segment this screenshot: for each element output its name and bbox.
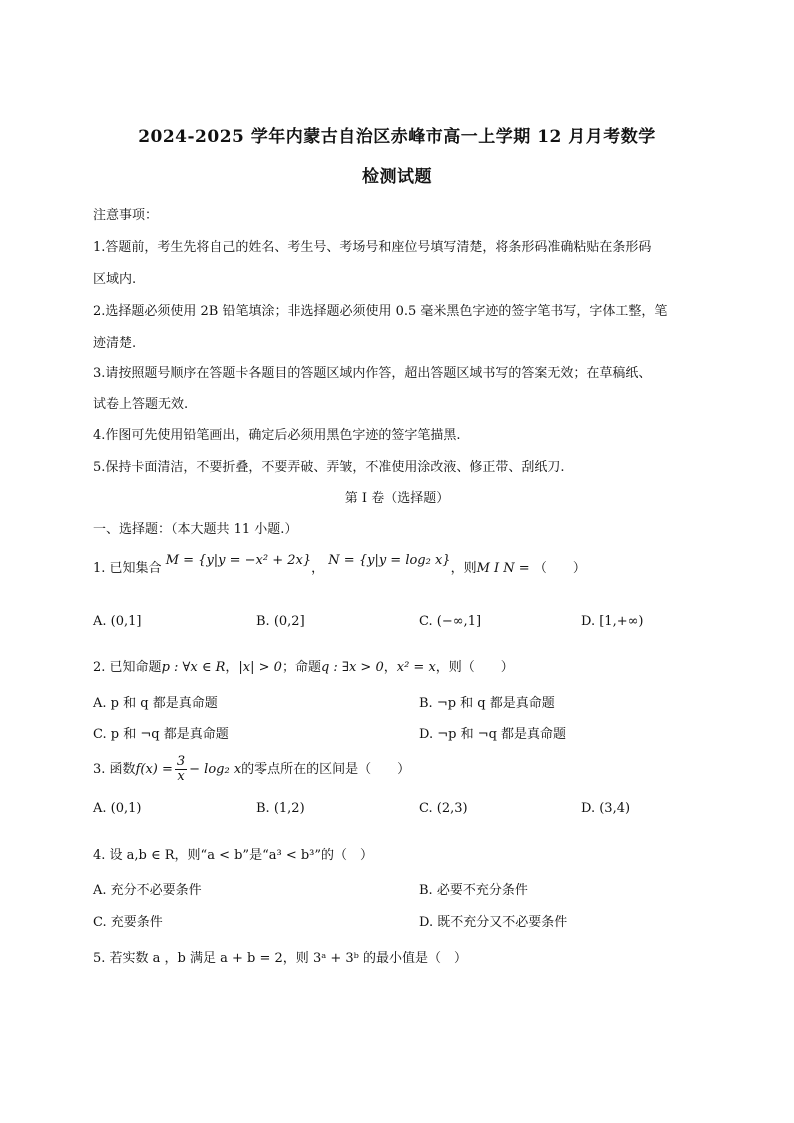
q1-then: ，则: [450, 561, 477, 576]
q5-number: 5.: [93, 951, 106, 966]
q4-option-c[interactable]: [93, 911, 163, 930]
question-4: [93, 844, 373, 863]
q3-option-a-letter: A.: [93, 801, 107, 816]
q3-fraction-denominator: x: [177, 769, 185, 784]
q2-option-b[interactable]: [419, 692, 555, 711]
q3-tail: 的零点所在的区间是（ ）: [241, 762, 411, 777]
q3-option-a-value: (0,1): [110, 801, 142, 816]
q4-option-d[interactable]: [419, 911, 567, 930]
q3-option-c-letter: C.: [419, 801, 433, 816]
q4-option-d-letter: D.: [419, 915, 434, 930]
q1-paren: （ ）: [533, 561, 586, 576]
volume-heading: 第 I 卷（选择题）: [344, 491, 450, 506]
q2-sep2: ，: [383, 660, 397, 675]
q1-option-d-value: [1,+∞): [599, 614, 644, 629]
q2-option-c[interactable]: [93, 723, 229, 742]
q1-option-d-letter: D.: [581, 614, 596, 629]
q4-option-b-letter: B.: [419, 883, 433, 898]
q2-option-a[interactable]: [93, 692, 218, 711]
q1-option-d[interactable]: [581, 614, 644, 629]
q3-option-d-value: (3,4): [599, 801, 631, 816]
note-5: 5.保持卡面清洁，不要折叠，不要弄破、弄皱，不准使用涂改液、修正带、刮纸刀.: [93, 460, 565, 475]
note-2a: 2.选择题必须使用 2B 铅笔填涂；非选择题必须使用 0.5 毫米黑色字迹的签字笔书写，字体工整，笔: [93, 304, 668, 319]
q4-option-b-text: 必要不充分条件: [436, 883, 528, 898]
note-3b: 试卷上答题无效.: [93, 397, 189, 412]
question-5: [93, 947, 467, 966]
q4-option-c-letter: C.: [93, 915, 107, 930]
q2-proposition-p: p : ∀x ∈ R: [161, 660, 226, 675]
q3-option-b-letter: B.: [256, 801, 270, 816]
q1-number: 1.: [93, 561, 106, 576]
q2-lead: 已知命题: [109, 660, 162, 675]
q2-option-a-text: p 和 q 都是真命题: [110, 696, 218, 711]
q2-option-c-letter: C.: [93, 727, 107, 742]
q4-option-a-text: 充分不必要条件: [110, 883, 202, 898]
q2-option-b-letter: B.: [419, 696, 433, 711]
question-1: [93, 553, 586, 576]
q4-number: 4.: [93, 848, 106, 863]
q3-number: 3.: [93, 762, 106, 777]
q2-sep1: ，: [225, 660, 239, 675]
notes-heading: 注意事项：: [93, 208, 159, 223]
q2-option-c-text: p 和 ¬q 都是真命题: [110, 727, 229, 742]
q1-lead: 已知集合: [109, 561, 162, 576]
note-1b: 区域内.: [93, 272, 137, 287]
q3-option-d[interactable]: [581, 801, 630, 816]
q1-option-b[interactable]: [256, 614, 305, 629]
q2-tail: ，则（ ）: [435, 660, 514, 675]
q2-proposition-q: q : ∃x > 0: [320, 660, 384, 675]
q1-option-a-value: (0,1]: [110, 614, 142, 629]
q1-option-c-letter: C.: [419, 614, 433, 629]
q1-option-b-value: (0,2]: [273, 614, 305, 629]
q1-option-c-value: (−∞,1]: [436, 614, 482, 629]
q1-option-a-letter: A.: [93, 614, 107, 629]
q2-mid: ；命题: [281, 660, 321, 675]
q5-text: 若实数 a ，b 满足 a + b = 2，则 3ᵃ + 3ᵇ 的最小值是（ ）: [109, 951, 467, 966]
note-3a: 3.请按照题号顺序在答题卡各题目的答题区域内作答，超出答题区域书写的答案无效；在草稿纸、: [93, 366, 652, 381]
q3-option-d-letter: D.: [581, 801, 596, 816]
exam-title-line1: 2024-2025 学年内蒙古自治区赤峰市高一上学期 12 月月考数学: [138, 127, 656, 147]
q3-function: f(x) =: [135, 762, 173, 777]
q3-lead: 函数: [109, 762, 136, 777]
q4-text: 设 a,b ∈ R，则“a < b”是“a³ < b³”的（ ）: [109, 848, 374, 863]
q4-option-a-letter: A.: [93, 883, 107, 898]
part-heading: 一、选择题：（本大题共 11 小题.）: [93, 522, 298, 537]
q2-option-a-letter: A.: [93, 696, 107, 711]
q2-option-d-text: ¬p 和 ¬q 都是真命题: [437, 727, 567, 742]
q4-option-c-text: 充要条件: [110, 915, 163, 930]
q4-option-b[interactable]: [419, 879, 528, 898]
question-2: [93, 656, 514, 675]
q1-option-b-letter: B.: [256, 614, 270, 629]
q2-option-b-text: ¬p 和 q 都是真命题: [436, 696, 555, 711]
q2-option-d-letter: D.: [419, 727, 434, 742]
q1-set-M: M = {y|y = −x² + 2x}: [165, 553, 312, 568]
question-3: [93, 752, 410, 788]
q2-option-d[interactable]: [419, 723, 566, 742]
q1-sep: ，: [311, 561, 325, 576]
q2-abs: |x| > 0: [238, 660, 282, 675]
q4-option-a[interactable]: [93, 879, 202, 898]
q1-set-N: N = {y|y = log₂ x}: [328, 553, 451, 568]
q1-option-a[interactable]: [93, 614, 142, 629]
note-1a: 1.答题前，考生先将自己的姓名、考生号、考场号和座位号填写清楚，将条形码准确粘贴在条形码: [93, 240, 652, 255]
q2-number: 2.: [93, 660, 106, 675]
q3-option-b[interactable]: [256, 801, 305, 816]
q3-option-b-value: (1,2): [273, 801, 305, 816]
q3-fraction-numerator: 3: [176, 754, 186, 770]
exam-title-line2: 检测试题: [362, 167, 432, 187]
q3-option-c-value: (2,3): [436, 801, 468, 816]
q3-fraction: [175, 755, 187, 783]
q3-log-term: − log₂ x: [189, 762, 242, 777]
q3-option-a[interactable]: [93, 801, 142, 816]
q1-option-c[interactable]: [419, 614, 481, 629]
note-2b: 迹清楚.: [93, 336, 137, 351]
q4-option-d-text: 既不充分又不必要条件: [437, 915, 568, 930]
note-4: 4.作图可先使用铅笔画出，确定后必须用黑色字迹的签字笔描黑.: [93, 428, 461, 443]
q2-equation: x² = x: [396, 660, 436, 675]
q3-option-c[interactable]: [419, 801, 468, 816]
q1-expression: M I N =: [476, 561, 530, 576]
